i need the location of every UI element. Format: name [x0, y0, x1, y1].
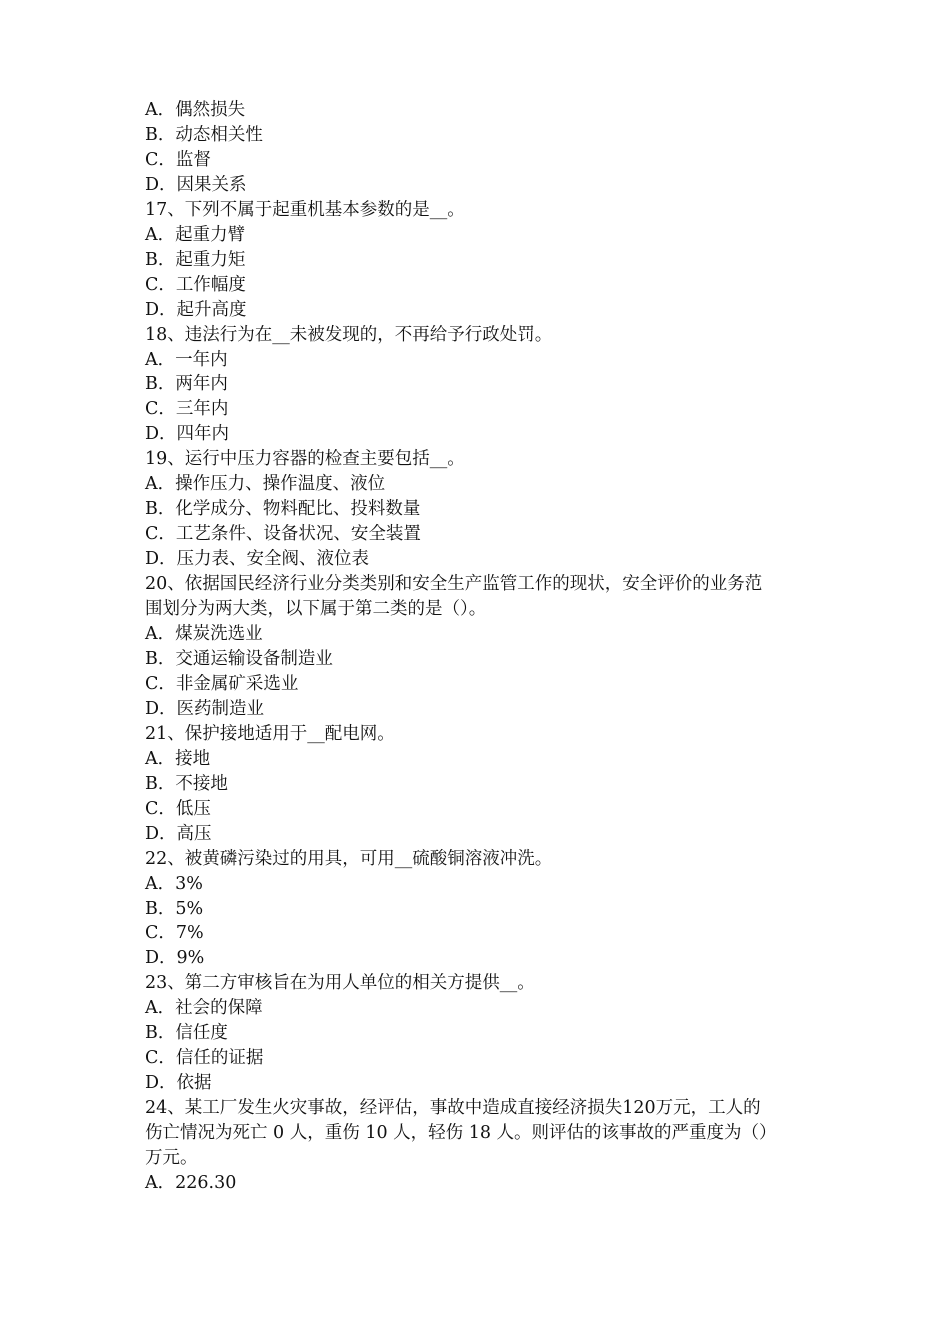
question-text: 18、违法行为在__未被发现的，不再给予行政处罚。 [145, 324, 553, 345]
answer-option: D．9% [145, 948, 205, 969]
question-text: 21、保护接地适用于__配电网。 [145, 723, 395, 744]
answer-option: D．依据 [145, 1073, 212, 1094]
answer-option: D．高压 [145, 823, 212, 844]
answer-option: B．动态相关性 [145, 124, 263, 145]
answer-option: A．一年内 [145, 349, 228, 370]
answer-option: B．两年内 [145, 374, 228, 395]
answer-option: C．工艺条件、设备状况、安全装置 [145, 524, 421, 545]
answer-option: A．226.30 [145, 1172, 237, 1193]
question-text: 20、依据国民经济行业分类类别和安全生产监管工作的现状，安全评价的业务范 [145, 574, 763, 595]
question-text: 23、第二方审核旨在为用人单位的相关方提供__。 [145, 973, 535, 994]
question-text: 伤亡情况为死亡 0 人，重伤 10 人，轻伤 18 人。则评估的该事故的严重度为（） [145, 1123, 777, 1144]
exam-question-list [145, 98, 815, 1196]
answer-option: A．社会的保障 [145, 998, 263, 1019]
answer-option: C．7% [145, 923, 204, 944]
answer-option: B．交通运输设备制造业 [145, 648, 333, 669]
answer-option: D．医药制造业 [145, 698, 265, 719]
answer-option: A．起重力臂 [145, 224, 246, 245]
answer-option: A．偶然损失 [145, 100, 246, 120]
question-text: 19、运行中压力容器的检查主要包括__。 [145, 449, 465, 470]
answer-option: B．不接地 [145, 773, 228, 794]
question-text: 17、下列不属于起重机基本参数的是__。 [145, 199, 465, 220]
answer-option: B．起重力矩 [145, 249, 246, 270]
answer-option: D．因果关系 [145, 174, 247, 195]
answer-option: D．压力表、安全阀、液位表 [145, 549, 370, 570]
answer-option: C．工作幅度 [145, 274, 246, 295]
answer-option: C．监督 [145, 149, 211, 170]
question-text: 万元。 [145, 1148, 198, 1169]
answer-option: A．煤炭洗选业 [145, 624, 263, 645]
answer-option: A．操作压力、操作温度、液位 [145, 474, 386, 495]
answer-option: B．信任度 [145, 1023, 228, 1044]
answer-option: D．四年内 [145, 424, 230, 445]
question-text: 22、被黄磷污染过的用具，可用__硫酸铜溶液冲洗。 [145, 848, 553, 869]
answer-option: A．接地 [145, 748, 211, 769]
question-text: 24、某工厂发生火灾事故，经评估，事故中造成直接经济损失120万元，工人的 [145, 1098, 761, 1119]
answer-option: D．起升高度 [145, 299, 247, 320]
question-text: 围划分为两大类，以下属于第二类的是（）。 [145, 599, 487, 620]
answer-option: A．3% [145, 873, 203, 894]
answer-option: C．非金属矿采选业 [145, 673, 299, 694]
answer-option: B．5% [145, 898, 204, 919]
answer-option: C．信任的证据 [145, 1048, 264, 1069]
answer-option: B．化学成分、物料配比、投料数量 [145, 499, 421, 520]
answer-option: C．三年内 [145, 399, 229, 420]
answer-option: C．低压 [145, 798, 211, 819]
